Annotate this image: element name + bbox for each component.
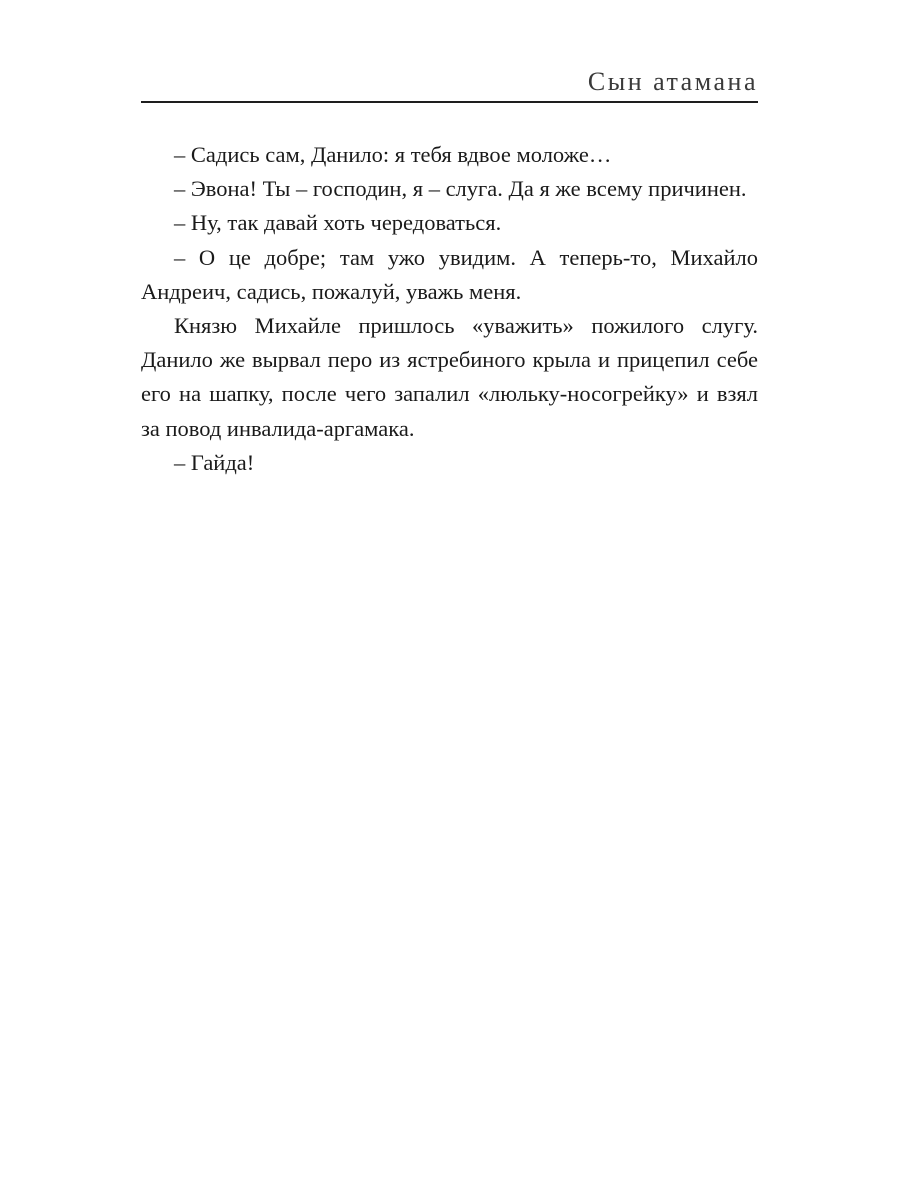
running-head-title: Сын атамана — [587, 67, 758, 96]
paragraph: Князю Михайле пришлось «уважить» пожилого слугу. Данило же вырвал перо из ястребиного крыла и прицепил себе его на шапку, после чего запалил «люльку-носогрейку» и взял за повод инвалида-аргамака. — [141, 313, 758, 441]
paragraph: – Эвона! Ты – господин, я – слуга. Да я же всему причинен. — [174, 176, 747, 202]
body-text — [141, 138, 758, 480]
paragraph: – Садись сам, Данило: я тебя вдвое моложе… — [174, 142, 612, 167]
header-rule — [141, 101, 758, 103]
paragraph: – Ну, так давай хоть чередоваться. — [174, 210, 502, 236]
paragraph: – О це добре; там ужо увидим. А теперь-то, Михайло Андреич, садись, пожалуй, уважь меня. — [141, 244, 758, 304]
paragraph: – Гайда! — [174, 449, 255, 475]
